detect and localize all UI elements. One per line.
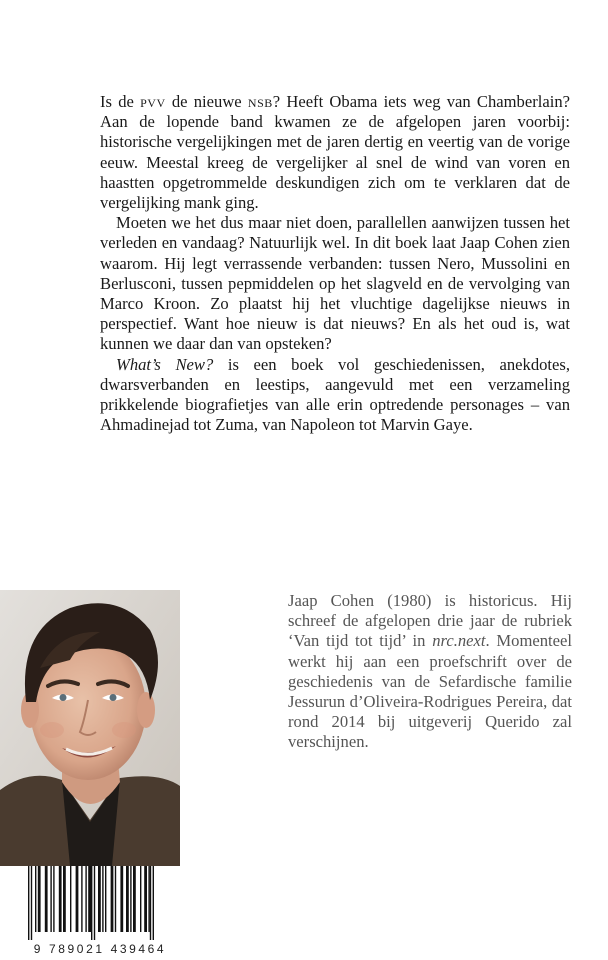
nsb-acronym: nsb: [247, 92, 273, 111]
barcode-bar: [98, 866, 101, 932]
barcode-bar: [63, 866, 66, 932]
back-cover-blurb: [100, 92, 570, 435]
bio-text-a: Jaap Cohen (1980) is historicus. Hij schreef de afgelopen drie jaar de rubriek ‘Van tijd tot tijd’ in: [288, 591, 572, 651]
barcode-bar: [133, 866, 136, 932]
barcode-bar: [88, 866, 91, 932]
barcode-bar: [53, 866, 54, 932]
barcode-bar: [130, 866, 131, 932]
blurb-p1-text-b: de nieuwe: [165, 92, 248, 111]
author-bio-paragraph: [288, 591, 572, 753]
barcode-bar: [45, 866, 48, 932]
pvv-acronym: pvv: [140, 92, 166, 111]
barcode-bar: [102, 866, 103, 932]
barcode-bar: [38, 866, 41, 932]
barcode-bar: [115, 866, 116, 932]
barcode-bar: [126, 866, 129, 932]
barcode-bar: [85, 866, 86, 932]
blurb-paragraph-1: [100, 92, 570, 213]
barcode-guard-bar: [31, 866, 32, 940]
author-bio: [288, 591, 572, 753]
barcode-bar: [70, 866, 71, 932]
newspaper-name: nrc.next: [432, 631, 486, 651]
barcode-bar: [76, 866, 79, 932]
barcode-bar: [59, 866, 62, 932]
barcode-bar: [120, 866, 123, 932]
blurb-p1-text-a: Is de: [100, 92, 141, 111]
bio-text-b: . Momenteel werkt hij aan een proefschrift over de geschiedenis van de Sefardische familie Jessurun d’Oliveira-Rodrigues Pereira, dat rond 2014 bij uitgeverij Querido zal verschijnen.: [288, 631, 572, 752]
barcode-bars: [18, 866, 182, 940]
blurb-paragraph-3: [100, 355, 570, 436]
barcode-guard-bar: [94, 866, 95, 940]
barcode-guard-bar: [28, 866, 29, 940]
barcode-bar: [105, 866, 106, 932]
isbn-number: 9 789021 439464: [33, 942, 167, 956]
barcode-guard-bar: [91, 866, 92, 940]
barcode-bar: [111, 866, 114, 932]
barcode-bar: [81, 866, 82, 932]
barcode-bar: [144, 866, 147, 932]
barcode-bar: [140, 866, 141, 932]
blurb-p3-text: is een boek vol geschiedenissen, anekdotes, dwarsverbanden en leestips, aangevuld met een verzameling prikkelende biografietjes van alle erin optredende personages – van Ahmadinejad tot Zuma, van Napoleon tot Marvin Gaye.: [100, 354, 570, 435]
blurb-paragraph-2: Moeten we het dus maar niet doen, parallellen aanwijzen tussen het verleden en vandaag? Natuurlijk wel. In dit boek laat Jaap Cohen zien waarom. Hij legt verrassende verbanden: tussen Nero, Mussolini en Berlusconi, tussen pepmiddelen op het slagveld en de vervolging van Marco Kroon. Zo plaatst hij het vluchtige dagelijkse nieuws in perspectief. Want hoe nieuw is dat nieuws? En als het oud is, wat kunnen we daar dan van opsteken?: [100, 213, 570, 354]
barcode-guard-bar: [150, 866, 151, 940]
barcode-bar: [35, 866, 36, 932]
book-title: What’s New?: [116, 354, 214, 374]
barcode-guard-bar: [153, 866, 154, 940]
blurb-p1-text-c: ? Heeft Obama iets weg van Chamberlain? Aan de lopende band kwamen ze de afgelopen jaren voorbij: historische vergelijkingen met de jaren dertig en veertig van de vorige eeuw. Meestal kreeg de vergelijker al snel de wind van voren en haastten opgetrommelde deskundigen zich om te verklaren dat de vergelijking mank ging.: [100, 92, 570, 213]
author-photo: [0, 590, 180, 866]
barcode-bar: [50, 866, 51, 932]
barcode-bar: [148, 866, 149, 932]
